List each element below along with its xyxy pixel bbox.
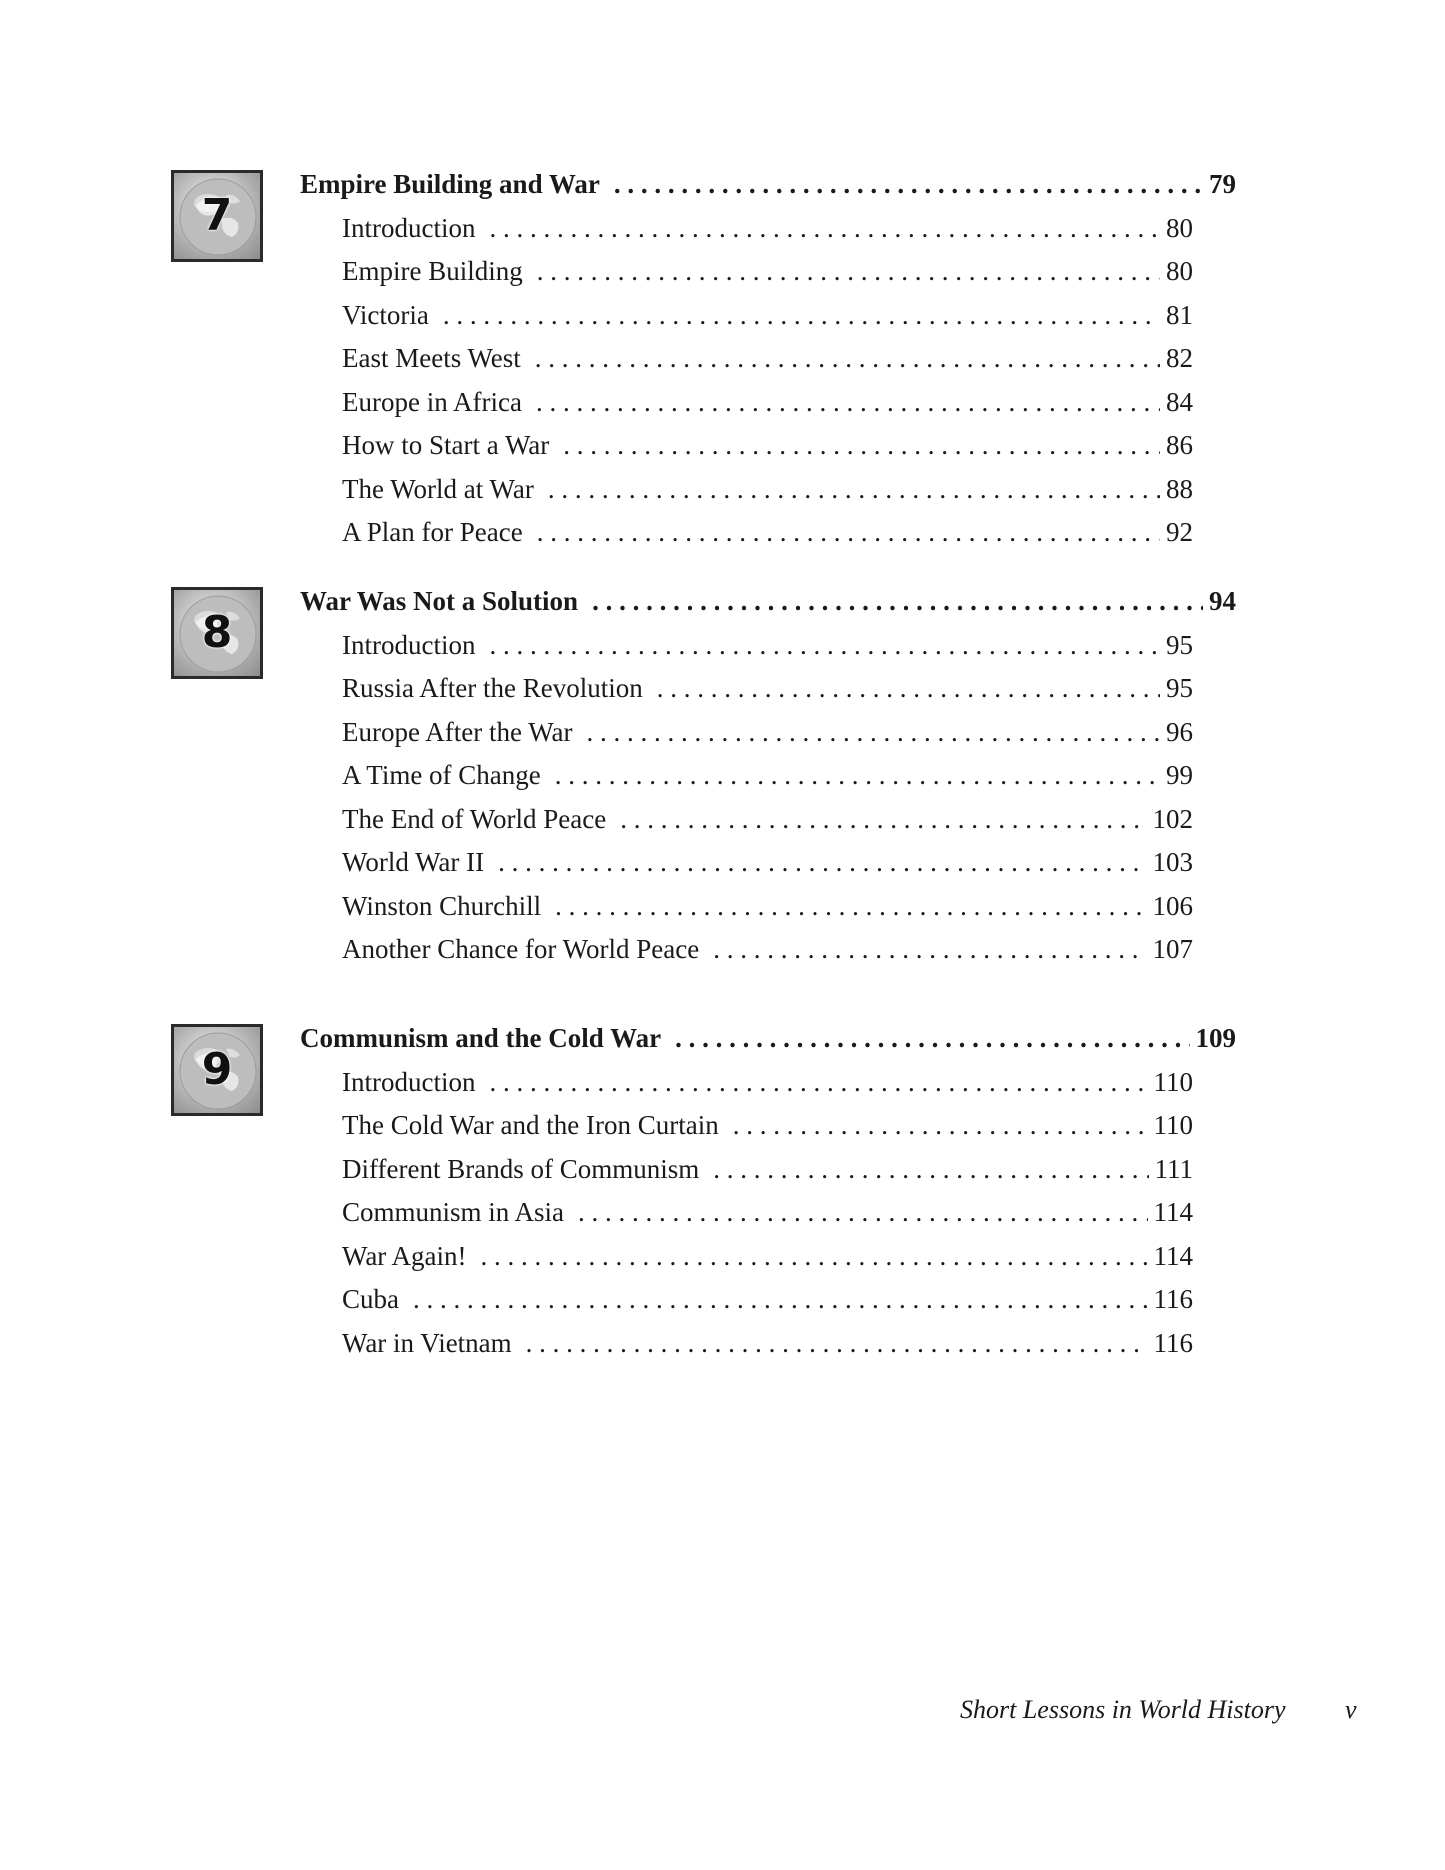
entry-page-number: 84 [1166,387,1193,417]
entry-title: Introduction [342,213,476,243]
toc-entry[interactable] [342,1107,1193,1143]
entry-page-number: 107 [1152,934,1193,964]
entry-page-number: 86 [1166,430,1193,460]
dot-leader [537,514,1160,550]
chapter-page-number: 94 [1209,586,1236,616]
toc-entry[interactable] [342,714,1193,750]
chapter-number: 9 [201,1044,233,1095]
dot-leader [675,1020,1189,1056]
toc-entry[interactable] [342,1238,1193,1274]
entry-page-number: 102 [1152,804,1193,834]
chapter-title: Communism and the Cold War [300,1023,662,1053]
entry-page-number: 88 [1166,474,1193,504]
entry-title: The Cold War and the Iron Curtain [342,1110,719,1140]
dot-leader [555,757,1160,793]
entry-title: War in Vietnam [342,1328,512,1358]
dot-leader [489,1064,1147,1100]
chapter-title-row[interactable] [300,166,1236,202]
book-title: Short Lessons in World History [960,1695,1286,1724]
dot-leader [443,297,1160,333]
entry-title: War Again! [342,1241,467,1271]
entry-page-number: 80 [1166,213,1193,243]
globe-icon [171,1024,263,1116]
entry-page-number: 82 [1166,343,1193,373]
toc-entry[interactable] [342,670,1193,706]
dot-leader [537,253,1160,289]
toc-entry[interactable] [342,931,1193,967]
entry-title: Communism in Asia [342,1197,565,1227]
entry-page-number: 111 [1154,1154,1193,1184]
toc-entry[interactable] [342,253,1193,289]
dot-leader [481,1238,1148,1274]
dot-leader [733,1107,1148,1143]
entry-page-number: 81 [1166,300,1193,330]
dot-leader [536,384,1160,420]
chapter-title-row[interactable] [300,583,1236,619]
entry-title: Europe After the War [342,717,573,747]
toc-entry[interactable] [342,1281,1193,1317]
toc-entry[interactable] [342,1064,1193,1100]
dot-leader [713,931,1146,967]
entry-title: Cuba [342,1284,399,1314]
entry-page-number: 95 [1166,673,1193,703]
dot-leader [548,471,1160,507]
entry-page-number: 95 [1166,630,1193,660]
globe-icon [171,170,263,262]
entry-title: World War II [342,847,485,877]
toc-entry[interactable] [342,1194,1193,1230]
entry-title: Introduction [342,630,476,660]
entry-title: A Time of Change [342,760,541,790]
toc-entry[interactable] [342,844,1193,880]
dot-leader [713,1151,1148,1187]
entry-title: A Plan for Peace [342,517,523,547]
chapter-title: Empire Building and War [300,169,600,199]
toc-entry[interactable] [342,627,1193,663]
entry-title: Winston Churchill [342,891,542,921]
entry-page-number: 92 [1166,517,1193,547]
toc-entry[interactable] [342,1325,1193,1361]
entry-title: The World at War [342,474,534,504]
chapter-title: War Was Not a Solution [300,586,579,616]
dot-leader [489,210,1160,246]
chapter-page-number: 79 [1209,169,1236,199]
toc-entry[interactable] [342,210,1193,246]
chapter-page-number: 109 [1195,1023,1236,1053]
toc-entry[interactable] [342,1151,1193,1187]
entry-page-number: 106 [1152,891,1193,921]
entry-title: Empire Building [342,256,523,286]
entry-page-number: 96 [1166,717,1193,747]
dot-leader [592,583,1203,619]
dot-leader [555,888,1146,924]
entry-page-number: 116 [1153,1284,1193,1314]
dot-leader [489,627,1160,663]
toc-entry[interactable] [342,888,1193,924]
entry-page-number: 99 [1166,760,1193,790]
dot-leader [413,1281,1148,1317]
toc-entry[interactable] [342,297,1193,333]
toc-entry[interactable] [342,427,1193,463]
dot-leader [614,166,1203,202]
toc-entry[interactable] [342,757,1193,793]
dot-leader [535,340,1160,376]
entry-title: East Meets West [342,343,521,373]
chapter-number: 7 [201,190,233,241]
chapter-number: 8 [201,607,233,658]
entry-page-number: 110 [1153,1110,1193,1140]
entry-title: Another Chance for World Peace [342,934,700,964]
dot-leader [563,427,1160,463]
dot-leader [578,1194,1147,1230]
toc-entry[interactable] [342,384,1193,420]
chapter-title-row[interactable] [300,1020,1236,1056]
entry-page-number: 103 [1152,847,1193,877]
entry-title: Introduction [342,1067,476,1097]
globe-icon [171,587,263,679]
entry-page-number: 114 [1153,1241,1193,1271]
toc-entry[interactable] [342,801,1193,837]
dot-leader [587,714,1161,750]
toc-entry[interactable] [342,514,1193,550]
entry-title: Victoria [342,300,429,330]
entry-page-number: 80 [1166,256,1193,286]
toc-entry[interactable] [342,340,1193,376]
entry-page-number: 114 [1153,1197,1193,1227]
entry-title: How to Start a War [342,430,550,460]
dot-leader [526,1325,1148,1361]
entry-page-number: 116 [1153,1328,1193,1358]
entry-title: Different Brands of Communism [342,1154,700,1184]
toc-entry[interactable] [342,471,1193,507]
page-number: v [1345,1695,1357,1724]
dot-leader [657,670,1160,706]
dot-leader [620,801,1146,837]
entry-page-number: 110 [1153,1067,1193,1097]
dot-leader [498,844,1146,880]
entry-title: Russia After the Revolution [342,673,643,703]
entry-title: Europe in Africa [342,387,522,417]
entry-title: The End of World Peace [342,804,607,834]
